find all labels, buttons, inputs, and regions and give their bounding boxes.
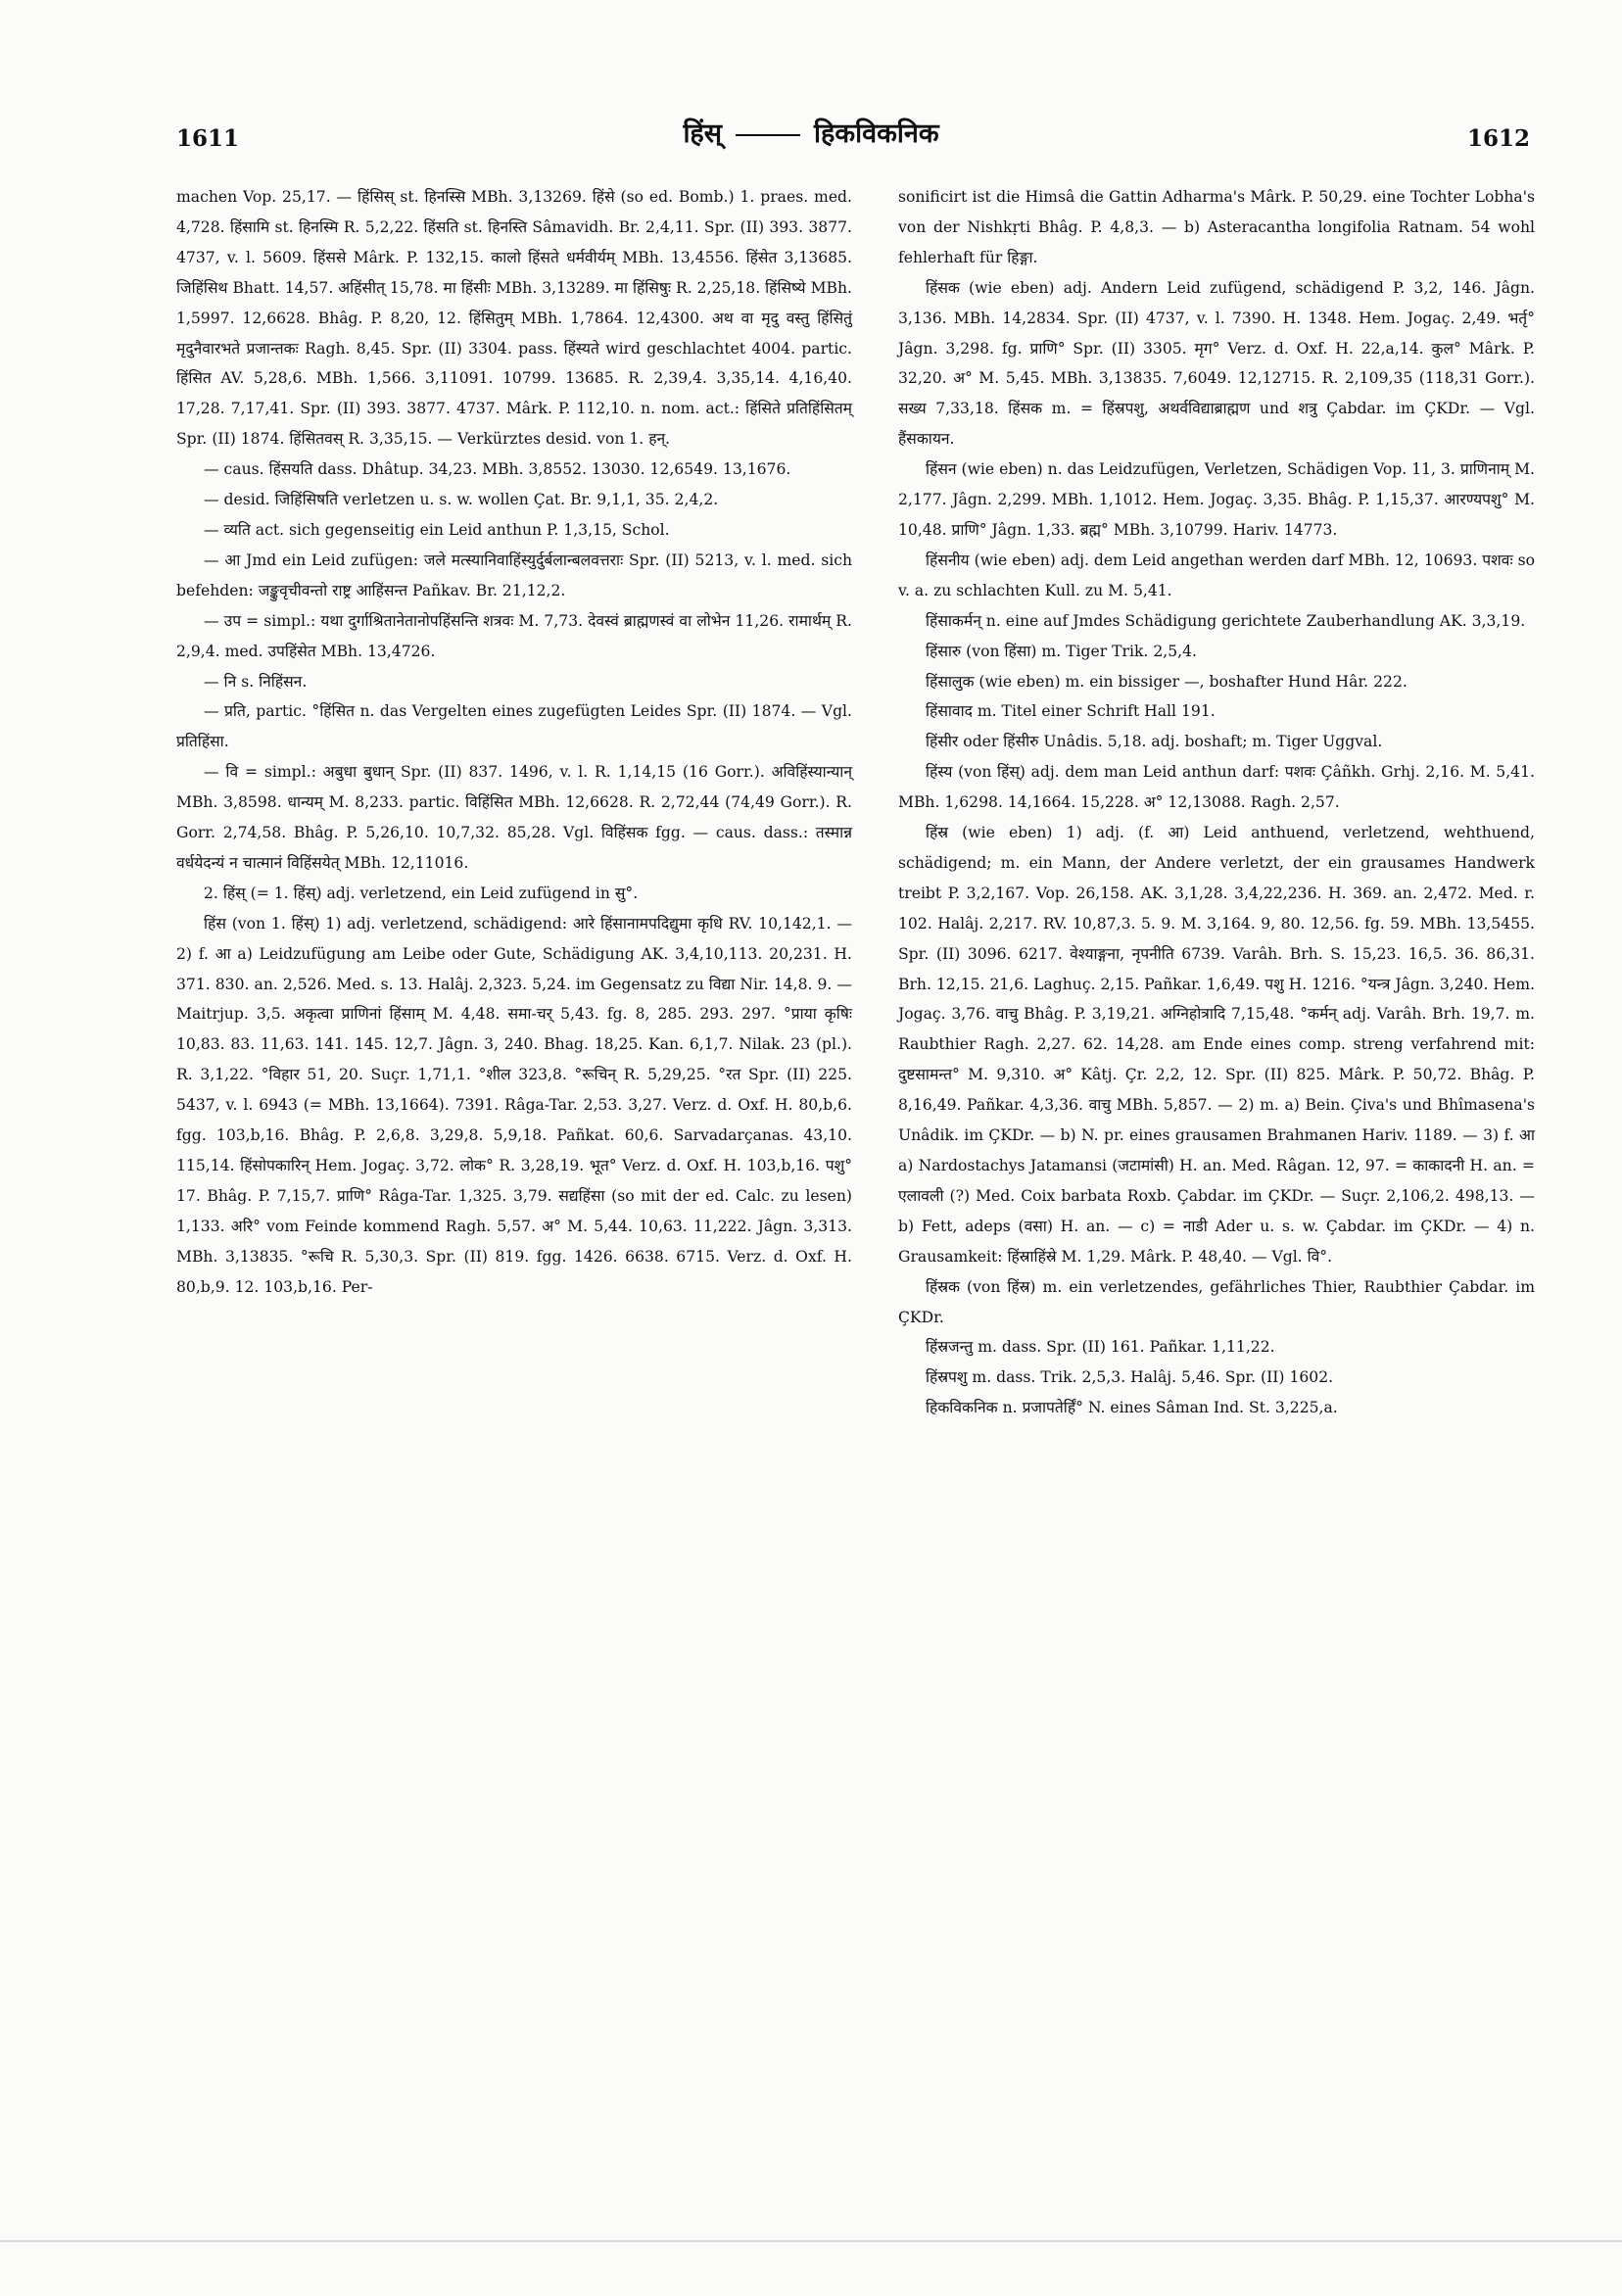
left-column — [176, 182, 852, 1303]
bottom-rule — [0, 2240, 1622, 2242]
entry-paragraph: हिंस्रपशु m. dass. Trik. 2,5,3. Halâj. 5,46. Spr. (II) 1602. — [926, 1368, 1334, 1387]
entry-paragraph: — उप = simpl.: यथा दुर्गाश्रितानेतानोपहिंसन्ति शत्रवः M. 7,73. देवस्वं ब्राह्मणस्वं वा लोभेन 11,26. रामार्थम् R. 2,9,4. med. उपहिंसेत MBh. 13,4726. — [176, 611, 852, 660]
header-dash — [736, 134, 800, 136]
entry-paragraph: — प्रति, partic. °हिंसित n. das Vergelten eines zugefügten Leides Spr. (II) 1874. — Vgl. प्रतिहिंसा. — [176, 702, 852, 751]
entry-paragraph: हिंसालुक (wie eben) m. ein bissiger —, boshafter Hund Hâr. 222. — [926, 672, 1407, 691]
entry-paragraph: हिंसक (wie eben) adj. Andern Leid zufügend, schädigend P. 3,2, 146. Jâgn. 3,136. MBh. 14,2834. Spr. (II) 4737, v. l. 7390. H. 1348. Hem. Jogaç. 2,49. भर्तृ° Jâgn. 3,298. fg. प्राणि° Spr. (II) 3305. मृग° Verz. d. Oxf. H. 22,a,14. कुल° Mârk. P. 32,20. अ° M. 5,45. MBh. 3,13835. 7,6049. 12,12715. R. 2,109,35 (118,31 Gorr.). सख्य 7,33,18. हिंसक m. = हिंस्रपशु, अथर्वविद्याब्राह्मण und शत्रु Çabdar. im ÇKDr. — Vgl. हैंसकायन. — [898, 278, 1535, 449]
entry-paragraph: हिंसावाद m. Titel einer Schrift Hall 191. — [926, 702, 1216, 721]
right-column — [898, 182, 1535, 1423]
page-number-left: 1611 — [176, 125, 240, 152]
entry-paragraph: — आ Jmd ein Leid zufügen: जले मत्स्यानिवाहिंस्युर्दुर्बलान्बलवत्तराः Spr. (II) 5213, v. l. med. sich befehden: जङ्कुवृचीवन्तो राष्ट्र आहिंसन्त Pañkav. Br. 21,12,2. — [176, 550, 852, 599]
running-header — [0, 114, 1622, 150]
entry-paragraph: हिंस्य (von हिंस्) adj. dem man Leid anthun darf: पशवः Çâñkh. Grhj. 2,16. M. 5,41. MBh. 1,6298. 14,1664. 15,228. अ° 12,13088. Ragh. 2,57. — [898, 763, 1535, 812]
entry-paragraph: — व्यति act. sich gegenseitig ein Leid anthun P. 1,3,15, Schol. — [204, 520, 670, 539]
header-headword: हिंस् — [683, 119, 723, 149]
entry-paragraph: हिंस्रजन्तु m. dass. Spr. (II) 161. Pañkar. 1,11,22. — [926, 1338, 1275, 1357]
entry-paragraph: हिंस्र (wie eben) 1) adj. (f. आ) Leid anthuend, verletzend, wehthuend, schädigend; m. ein Mann, der Andere verletzt, der ein grausames Handwerk treibt P. 3,2,167. Vop. 26,158. AK. 3,1,28. 3,4,22,236. H. 369. an. 2,472. Med. r. 102. Halâj. 2,217. RV. 10,87,3. 5. 9. M. 3,164. 9, 80. 12,56. fg. 59. MBh. 13,5455. Spr. (II) 3096. 6217. वेश्याङ्गना, नृपनीति 6739. Varâh. Brh. S. 15,23. 16,5. 36. 86,31. Brh. 12,15. 21,6. Laghuç. 2,15. Pañkar. 1,6,49. पशु H. 1216. °यन्त्र Jâgn. 3,240. Hem. Jogaç. 3,76. वाचु Bhâg. P. 3,19,21. अग्निहोत्रादि 7,15,48. °कर्मन् adj. Varâh. Brh. 19,7. m. Raubthier Ragh. 2,27. 62. 14,28. am Ende eines comp. streng verfahrend mit: दुष्टसामन्त° M. 9,310. अ° Kâtj. Çr. 2,2, 12. Spr. (II) 825. Mârk. P. 50,72. Bhâg. P. 8,16,49. Pañkar. 4,3,36. वाचु MBh. 5,857. — 2) m. a) Bein. Çiva's und Bhîmasena's Unâdik. im ÇKDr. — b) N. pr. eines grausamen Brahmanen Hariv. 1189. — 3) f. आ a) Nardostachys Jatamansi (जटामांसी) H. an. Med. Râgan. 12, 97. = काकादनी H. an. = एलावली (?) Med. Coix barbata Roxb. Çabdar. im ÇKDr. — Suçr. 2,106,2. 498,13. — b) Fett, adeps (वसा) H. an. — c) = नाडी Ader u. s. w. Çabdar. im ÇKDr. — 4) n. Grausamkeit: हिंस्राहिंस्रे M. 1,29. Mârk. P. 48,40. — Vgl. वि°. — [898, 824, 1535, 1266]
entry-paragraph: हिकविकनिक n. प्रजापतेर्हिं° N. eines Sâman Ind. St. 3,225,a. — [926, 1399, 1338, 1417]
entry-paragraph: हिंसन (wie eben) n. das Leidzufügen, Verletzen, Schädigen Vop. 11, 3. प्राणिनाम् M. 2,177. Jâgn. 2,299. MBh. 1,1012. Hem. Jogaç. 3,35. Bhâg. P. 1,15,37. आरण्यपशु° M. 10,48. प्राणि° Jâgn. 1,33. ब्रह्म° MBh. 3,10799. Hariv. 14773. — [898, 460, 1535, 539]
entry-paragraph: हिंसाकर्मन् n. eine auf Jmdes Schädigung gerichtete Zauberhandlung AK. 3,3,19. — [926, 611, 1526, 630]
entry-paragraph: sonificirt ist die Himsâ die Gattin Adharma's Mârk. P. 50,29. eine Tochter Lobha's von der Nishkṛti Bhâg. P. 4,8,3. — b) Asteracantha longifolia Ratnam. 54 wohl fehlerhaft für हिङ्गा. — [898, 188, 1535, 266]
entry-paragraph: हिंसीर oder हिंसीरु Unâdis. 5,18. adj. boshaft; m. Tiger Uggval. — [926, 733, 1383, 751]
entry-paragraph: — वि = simpl.: अबुधा बुधान् Spr. (II) 837. 1496, v. l. R. 1,14,15 (16 Gorr.). अविहिंस्यान्यान् MBh. 3,8598. धान्यम् M. 8,233. partic. विहिंसित MBh. 12,6628. R. 2,72,44 (74,49 Gorr.). R. Gorr. 2,74,58. Bhâg. P. 5,26,10. 10,7,32. 85,28. Vgl. विहिंसक fgg. — caus. dass.: तस्मान्न वर्धयेदन्यं न चात्मानं विहिंसयेत् MBh. 12,11016. — [176, 763, 852, 872]
header-headword-end: हिकविकनिक — [814, 119, 939, 149]
entry-paragraph: 2. हिंस् (= 1. हिंस्) adj. verletzend, ein Leid zufügend in सु°. — [204, 884, 639, 902]
entry-paragraph: machen Vop. 25,17. — हिंसिस् st. हिनस्सि MBh. 3,13269. हिंसे (so ed. Bomb.) 1. praes. med. 4,728. हिंसामि st. हिनस्मि R. 5,2,22. हिंसति st. हिनस्ति Sâmavidh. Br. 2,4,11. Spr. (II) 393. 3877. 4737, v. l. 5609. हिंससे Mârk. P. 132,15. कालो हिंसते धर्मवीर्यम् MBh. 13,4556. हिंसेत 3,13685. जिहिंसिथ Bhatt. 14,57. अहिंसीत् 15,78. मा हिंसीः MBh. 3,13289. मा हिंसिषुः R. 2,25,18. हिंसिष्ये MBh. 1,5997. 12,6628. Bhâg. P. 8,20, 12. हिंसितुम् MBh. 1,7864. 12,4300. अथ वा मृदु वस्तु हिंसितुं मृदुनैवारभते प्रजान्तकः Ragh. 8,45. Spr. (II) 3304. pass. हिंस्यते wird geschlachtet 4004. partic. हिंसित AV. 5,28,6. MBh. 1,566. 3,11091. 10799. 13685. R. 2,39,4. 3,35,14. 4,16,40. 17,28. 7,17,41. Spr. (II) 393. 3877. 4737. Mârk. P. 112,10. n. nom. act.: हिंसिते प्रतिहिंसितम् Spr. (II) 1874. हिंसितवस् R. 3,35,15. — Verkürztes desid. von 1. हन्. — [176, 188, 852, 449]
page-number-right: 1612 — [1466, 125, 1530, 152]
entry-paragraph: हिंसनीय (wie eben) adj. dem Leid angethan werden darf MBh. 12, 10693. पशवः so v. a. zu schlachten Kull. zu M. 5,41. — [898, 550, 1535, 599]
entry-paragraph: हिंसारु (von हिंसा) m. Tiger Trik. 2,5,4. — [926, 642, 1197, 660]
entry-paragraph: — desid. जिहिंसिषति verletzen u. s. w. wollen Çat. Br. 9,1,1, 35. 2,4,2. — [204, 491, 719, 509]
entry-paragraph: हिंस्रक (von हिंस्र) m. ein verletzendes, gefährliches Thier, Raubthier Çabdar. im ÇKDr. — [898, 1277, 1535, 1326]
entry-paragraph: — नि s. निहिंसन. — [204, 672, 308, 691]
entry-paragraph: हिंस (von 1. हिंस्) 1) adj. verletzend, schädigend: आरे हिंसानामपदिद्युमा कृधि RV. 10,142,1. — 2) f. आ a) Leidzufügung am Leibe oder Gute, Schädigung AK. 3,4,10,113. 20,231. H. 371. 830. an. 2,526. Med. s. 13. Halâj. 2,323. 5,24. im Gegensatz zu विद्या Nir. 14,8. 9. — Maitrjup. 3,5. अकृत्वा प्राणिनां हिंसाम् M. 4,48. समा-चर् 5,43. fg. 8, 285. 293. 297. °प्राया कृषिः 10,83. 83. 11,63. 141. 145. 12,7. Jâgn. 3, 240. Bhag. 18,25. Kan. 6,1,7. Nilak. 23 (pl.). R. 3,1,22. °विहार 51, 20. Suçr. 1,71,1. °शील 323,8. °रूचिन् R. 5,29,25. °रत Spr. (II) 225. 5437, v. l. 6943 (= MBh. 13,1664). 7391. Râga-Tar. 2,53. 3,27. Verz. d. Oxf. H. 80,b,6. fgg. 103,b,16. Bhâg. P. 2,6,8. 3,29,8. 5,9,18. Pañkat. 60,6. Sarvadarçanas. 43,10. 115,14. हिंसोपकारिन् Hem. Jogaç. 3,72. लोक° R. 3,28,19. भूत° Verz. d. Oxf. H. 103,b,16. पशु° 17. Bhâg. P. 7,15,7. प्राणि° Râga-Tar. 1,325. 3,79. सद्यहिंसा (so mit der ed. Calc. zu lesen) 1,133. अरि° vom Feinde kommend Ragh. 5,57. अ° M. 5,44. 10,63. 11,222. Jâgn. 3,313. MBh. 3,13835. °रूचि R. 5,30,3. Spr. (II) 819. fgg. 1426. 6638. 6715. Verz. d. Oxf. H. 80,b,9. 12. 103,b,16. Per- — [176, 914, 852, 1296]
entry-paragraph: — caus. हिंसयति dass. Dhâtup. 34,23. MBh. 3,8552. 13030. 12,6549. 13,1676. — [204, 460, 791, 479]
